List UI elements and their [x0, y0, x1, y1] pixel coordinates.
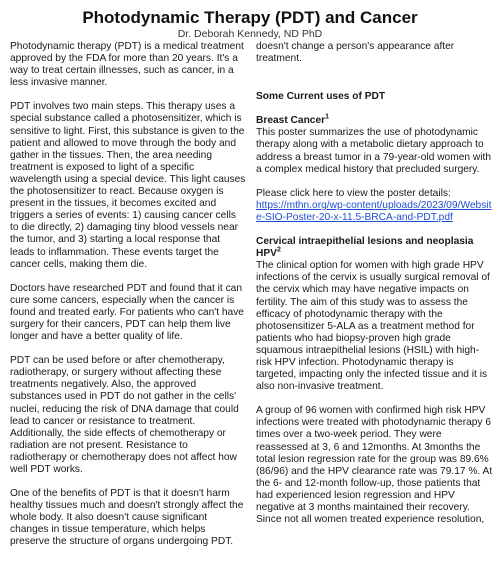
cervical-ref: 2 — [276, 246, 281, 254]
paragraph-study: A group of 96 women with confirmed high risk HPV infections were treated with photodynamic therapy 6 times over a two-week period. They were reassessed at 3, 6 and 12months. At 3months the total lesion regression rate for the group was 89.6% (86/96) and the HPV clearance rate was 79.17 %. At the 6- and 12-month follow-up, those patients that had experienced lesion regression and HPV negative at 3 months maintained their recovery. Since not all women treated experience resolution, — [256, 405, 493, 526]
paragraph-breast-cancer: This poster summarizes the use of photodynamic therapy along with a metabolic dietary approach to address a breast tumor in a 79-year-old women with a complex medical history that precluded surgery. — [256, 127, 491, 175]
paragraph-benefits: One of the benefits of PDT is that it doesn't harm healthy tissues much and doesn't strongly affect the whole body. It also doesn't cause significant changes in tissue temperature, which helps preserve the structure of organs undergoing PDT. — [10, 488, 244, 548]
breast-cancer-heading-text: Breast Cancer — [256, 115, 326, 127]
right-column — [256, 41, 494, 538]
page-title: Photodynamic Therapy (PDT) and Cancer — [82, 8, 418, 27]
paragraph-continued: doesn't change a person's appearance after treatment. — [256, 41, 455, 65]
breast-cancer-heading — [256, 115, 494, 127]
paragraph-research: Doctors have researched PDT and found that it can cure some cancers, especially when the cancer is found and treated early. For patients who can't have surgery for their cancers, PDT can help them live longer and have a better quality of life. — [10, 282, 244, 343]
section-heading — [256, 91, 494, 103]
cervical-heading-text: Cervical intraepithelial lesions and neoplasia HPV — [256, 236, 474, 260]
left-column — [10, 41, 246, 561]
paragraph-cervical: The clinical option for women with high grade HPV infections of the cervix is usually surgical removal of the cervix which may have negative impacts on fertility. The aim of this study was to assess the efficacy of photodynamic therapy with the photosensitizer 5-ALA as a treatment method for patients who had biopsy-proven high grade squamous intraepithelial lesions (HSIL) with high-risk HPV infection. Photodynamic therapy is targeted, impacting only the infected tissue and it is also non-invasive treatment. — [256, 260, 490, 393]
poster-link[interactable]: https://mthn.org/wp-content/uploads/2023/09/Website-SIO-Poster-20-x-11.5-BRCA-and-PDT.pdf — [256, 199, 492, 223]
paragraph-steps: PDT involves two main steps. This therapy uses a special substance called a photosensitizer, which is sensitive to light. First, this substance is given to the patient and allowed to move through the body and gather in the tissues. Then, the area needing treatment is exposed to light of a specific wavelength using a special device. This light causes the photosensitizer to react. Because oxygen is present in the tissues, it becomes excited and triggers a series of events: 1) causing cancer cells to die directly, 2) damaging tiny blood vessels near the tumor, and 3) starting a local response that leads to inflammation. These events target the cancer cells, making them die. — [10, 101, 246, 270]
paragraph-combination: PDT can be used before or after chemotherapy, radiotherapy, or surgery without affecting these treatments negatively. Also, the approved substances used in PDT do not gather in the cells' nuclei, reducing the risk of DNA damage that could lead to cancer or resistance to treatment. Additionally, the side effects of chemotherapy or radiation are not present. Resistance to radiotherapy or chemotherapy does not affect how well PDT works. — [10, 355, 239, 475]
author-line: Dr. Deborah Kennedy, ND PhD — [177, 28, 323, 40]
click-here-text: Please click here to view the poster details: — [256, 187, 451, 199]
paragraph-intro: Photodynamic therapy (PDT) is a medical treatment approved by the FDA for more than 20 years. It's a way to treat certain illnesses, such as cancer, in a less invasive manner. — [10, 41, 244, 89]
poster-link-paragraph — [256, 188, 494, 224]
section-heading-text: Some Current uses of PDT — [256, 91, 386, 103]
cervical-heading — [256, 236, 494, 260]
breast-cancer-ref: 1 — [325, 113, 329, 121]
